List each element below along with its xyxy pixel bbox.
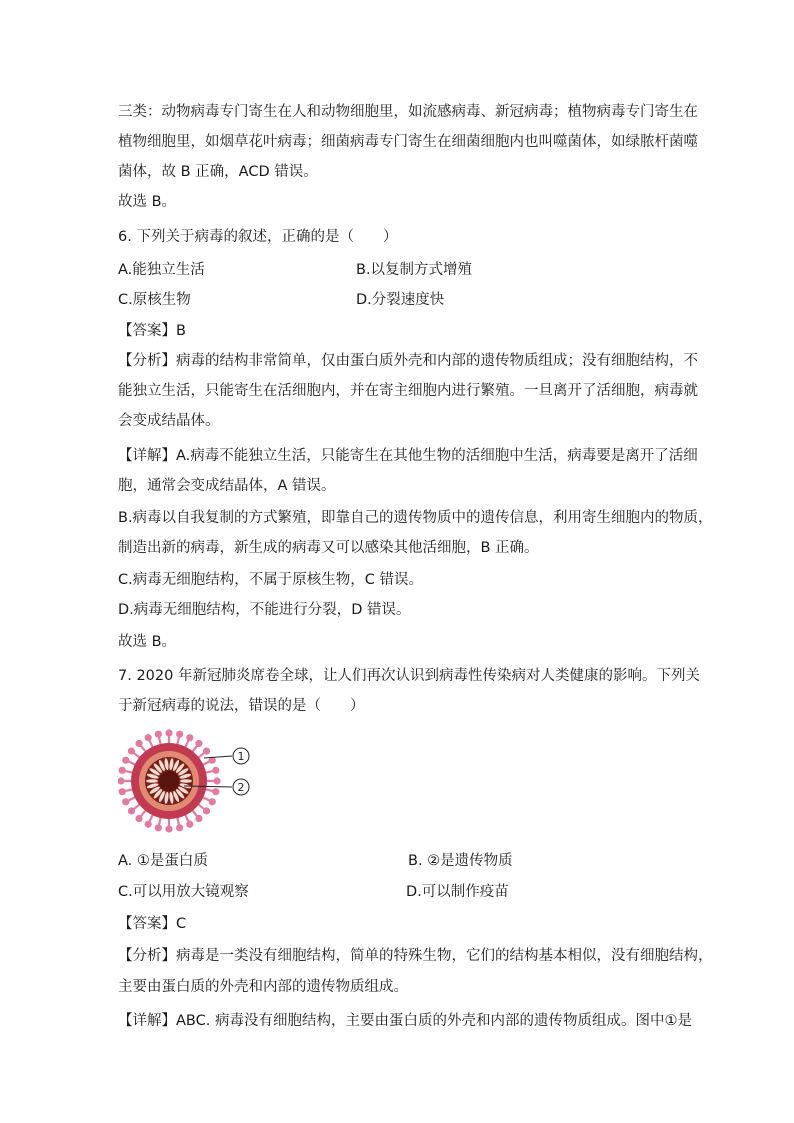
detail-label: 【详解】 xyxy=(118,1013,176,1029)
spike-head xyxy=(203,807,210,814)
spike-head xyxy=(122,757,129,764)
q6-stem: 6. 下列关于病毒的叙述，正确的是（ ） xyxy=(118,229,398,245)
answer-label: 【答案】 xyxy=(118,916,176,932)
q6-conclusion: 故选 B。 xyxy=(118,634,177,650)
label-line-1 xyxy=(204,756,232,758)
q6-analysis-line-3: 会变成结晶体。 xyxy=(118,413,220,429)
spike-head xyxy=(213,777,220,784)
q7-option-b: B. ②是遗传物质 xyxy=(408,853,513,869)
rna-segment xyxy=(180,779,192,783)
spike-head xyxy=(122,798,129,805)
analysis-text: 病毒是一类没有细胞结构，简单的特殊生物，它们的结构基本相似，没有细胞结构， xyxy=(176,948,713,964)
spike-head xyxy=(135,815,142,822)
q7-option-d: D.可以制作疫苗 xyxy=(406,884,509,900)
q6-option-d: D.分裂速度快 xyxy=(356,292,445,308)
spike-head xyxy=(186,734,193,741)
spike-head xyxy=(186,821,193,828)
spike-head xyxy=(165,729,172,736)
detail-text: ABC. 病毒没有细胞结构，主要由蛋白质的外壳和内部的遗传物质组成。图中①是 xyxy=(176,1013,692,1029)
figure-label-1: 1 xyxy=(237,750,245,763)
spike-head xyxy=(128,807,135,814)
spike-head xyxy=(155,824,162,831)
q7-option-c: C.可以用放大镜观察 xyxy=(118,884,249,900)
q6-detail-b-line-1: B.病毒以自我复制的方式繁殖，即靠自己的遗传物质中的遗传信息，利用寄生细胞内的物质， xyxy=(118,510,713,526)
intro-conclusion: 故选 B。 xyxy=(118,194,177,210)
rna-segment xyxy=(146,779,158,783)
q6-detail-c: C.病毒无细胞结构，不属于原核生物，C 错误。 xyxy=(118,572,423,588)
spike-head xyxy=(128,747,135,754)
q6-detail-a-line-1 xyxy=(118,446,698,466)
spike-head xyxy=(209,798,216,805)
q7-answer xyxy=(118,914,678,934)
q7-detail-line-1 xyxy=(118,1011,692,1031)
spike-head xyxy=(155,731,162,738)
spike-head xyxy=(195,815,202,822)
intro-line-2: 植物细胞里，如烟草花叶病毒；细菌病毒专门寄生在细菌细胞内也叫噬菌体，如绿脓杆菌噬 xyxy=(118,134,698,150)
answer-value: C xyxy=(176,916,187,932)
q6-answer xyxy=(118,321,678,341)
spike-head xyxy=(176,731,183,738)
virus-center xyxy=(159,771,179,791)
analysis-label: 【分析】 xyxy=(118,353,176,369)
q7-analysis-line-2: 主要由蛋白质的外壳和内部的遗传物质组成。 xyxy=(118,979,408,995)
spike-head xyxy=(212,788,219,795)
spike-head xyxy=(145,821,152,828)
spike-head xyxy=(203,747,210,754)
intro-line-1: 三类：动物病毒专门寄生在人和动物细胞里，如流感病毒、新冠病毒；植物病毒专门寄生在 xyxy=(118,104,698,120)
q6-analysis-line-1 xyxy=(118,351,698,371)
intro-line-3: 菌体，故 B 正确，ACD 错误。 xyxy=(118,164,318,180)
answer-value: B xyxy=(176,323,186,339)
answer-label: 【答案】 xyxy=(118,323,176,339)
q7-option-a: A. ①是蛋白质 xyxy=(118,853,208,869)
spike-head xyxy=(118,777,125,784)
spike-head xyxy=(195,740,202,747)
spike-head xyxy=(145,734,152,741)
spike-head xyxy=(119,767,126,774)
q6-detail-d: D.病毒无细胞结构，不能进行分裂，D 错误。 xyxy=(118,602,411,618)
detail-label: 【详解】 xyxy=(118,448,176,464)
spike-head xyxy=(212,767,219,774)
analysis-text: 病毒的结构非常简单，仅由蛋白质外壳和内部的遗传物质组成；没有细胞结构，不 xyxy=(176,353,698,369)
spike-head xyxy=(119,788,126,795)
q6-detail-b-line-2: 制造出新的病毒，新生成的病毒又可以感染其他活细胞，B 正确。 xyxy=(118,540,539,556)
spike-head xyxy=(135,740,142,747)
q6-analysis-line-2: 能独立生活，只能寄生在活细胞内，并在寄主细胞内进行繁殖。一旦离开了活细胞，病毒就 xyxy=(118,383,698,399)
figure-label-2: 2 xyxy=(237,781,245,794)
q6-option-c: C.原核生物 xyxy=(118,292,191,308)
q7-stem-line-1: 7. 2020 年新冠肺炎席卷全球，让人们再次认识到病毒性传染病对人类健康的影响。下列关 xyxy=(118,668,700,684)
spike-head xyxy=(176,824,183,831)
q7-analysis-line-1 xyxy=(118,946,713,966)
q7-stem-line-2: 于新冠病毒的说法，错误的是（ ） xyxy=(118,698,365,714)
coronavirus-figure xyxy=(118,728,268,833)
detail-text: A.病毒不能独立生活，只能寄生在其他生物的活细胞中生活，病毒要是离开了活细 xyxy=(176,448,698,464)
q6-option-b: B.以复制方式增殖 xyxy=(356,262,473,278)
analysis-label: 【分析】 xyxy=(118,948,176,964)
q6-detail-a-line-2: 胞，通常会变成结晶体，A 错误。 xyxy=(118,478,336,494)
q6-option-a: A.能独立生活 xyxy=(118,262,205,278)
spike-head xyxy=(165,825,172,832)
